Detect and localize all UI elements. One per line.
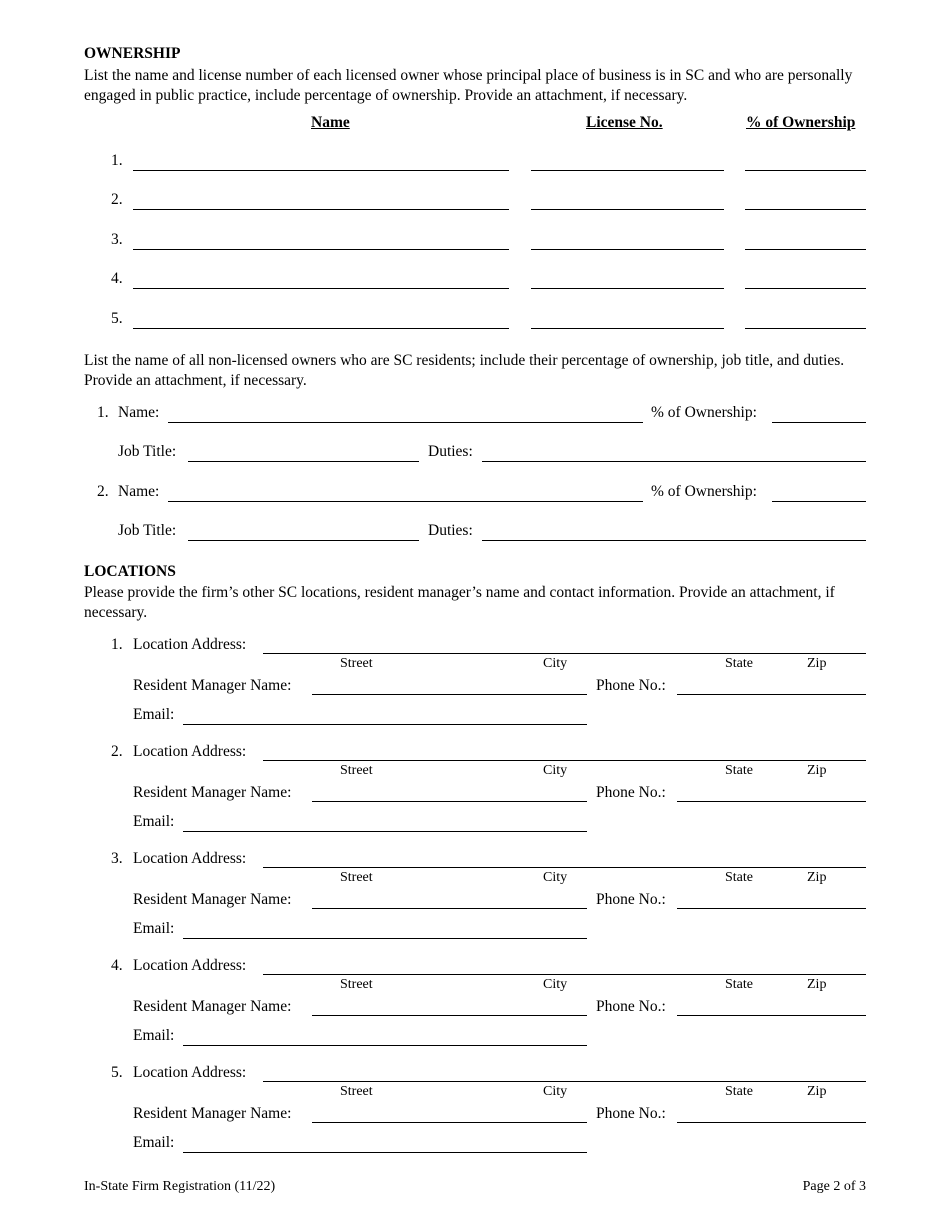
footer-form-id: In-State Firm Registration (11/22) (84, 1179, 276, 1194)
location-number: 5. (111, 1064, 123, 1081)
zip-caption: Zip (807, 977, 827, 992)
percent-label: % of Ownership: (651, 483, 757, 500)
state-caption: State (725, 763, 753, 778)
row-number: 4. (111, 270, 123, 287)
resident-manager-field[interactable] (312, 801, 587, 802)
resident-manager-field[interactable] (312, 694, 587, 695)
phone-label: Phone No.: (596, 891, 666, 908)
location-address-label: Location Address: (133, 1064, 247, 1081)
location-address-field[interactable] (263, 974, 866, 975)
resident-manager-label: Resident Manager Name: (133, 784, 292, 801)
locations-heading: LOCATIONS (84, 563, 176, 580)
zip-caption: Zip (807, 656, 827, 671)
column-header-license: License No. (586, 114, 663, 131)
location-address-field[interactable] (263, 760, 866, 761)
owner-license-field[interactable] (531, 209, 724, 210)
email-field[interactable] (183, 938, 587, 939)
zip-caption: Zip (807, 1084, 827, 1099)
footer-page-number: Page 2 of 3 (802, 1179, 866, 1194)
job-title-label: Job Title: (118, 443, 177, 460)
city-caption: City (543, 870, 568, 885)
ownership-heading: OWNERSHIP (84, 45, 181, 62)
column-header-percent: % of Ownership (746, 114, 856, 131)
email-label: Email: (133, 813, 175, 830)
phone-field[interactable] (677, 694, 866, 695)
zip-caption: Zip (807, 763, 827, 778)
duties-label: Duties: (428, 443, 473, 460)
duties-field[interactable] (482, 540, 866, 541)
nonlicensed-percent-field[interactable] (772, 422, 866, 423)
email-field[interactable] (183, 724, 587, 725)
phone-label: Phone No.: (596, 998, 666, 1015)
owner-license-field[interactable] (531, 170, 724, 171)
state-caption: State (725, 977, 753, 992)
location-number: 1. (111, 636, 123, 653)
email-label: Email: (133, 706, 175, 723)
email-label: Email: (133, 1134, 175, 1151)
owner-name-field[interactable] (133, 328, 509, 329)
phone-label: Phone No.: (596, 1105, 666, 1122)
owner-license-field[interactable] (531, 288, 724, 289)
nonlicensed-name-field[interactable] (168, 501, 643, 502)
city-caption: City (543, 763, 568, 778)
location-number: 2. (111, 743, 123, 760)
location-address-label: Location Address: (133, 957, 247, 974)
location-address-field[interactable] (263, 653, 866, 654)
owner-license-field[interactable] (531, 328, 724, 329)
phone-label: Phone No.: (596, 677, 666, 694)
email-field[interactable] (183, 831, 587, 832)
phone-field[interactable] (677, 908, 866, 909)
location-number: 4. (111, 957, 123, 974)
locations-instructions: Please provide the firm’s other SC locations, resident manager’s name and contact information. Provide an attachment, if necessary. (84, 584, 835, 621)
phone-field[interactable] (677, 801, 866, 802)
state-caption: State (725, 870, 753, 885)
owner-percent-field[interactable] (745, 288, 866, 289)
zip-caption: Zip (807, 870, 827, 885)
location-address-label: Location Address: (133, 636, 247, 653)
email-field[interactable] (183, 1152, 587, 1153)
duties-label: Duties: (428, 522, 473, 539)
phone-field[interactable] (677, 1122, 866, 1123)
nonlicensed-instructions: List the name of all non-licensed owners who are SC residents; include their percentage of ownership, job title, and duties. Provide an attachment, if necessary. (84, 352, 845, 389)
city-caption: City (543, 1084, 568, 1099)
job-title-field[interactable] (188, 540, 419, 541)
nonlicensed-name-field[interactable] (168, 422, 643, 423)
owner-name-field[interactable] (133, 170, 509, 171)
row-number: 2. (111, 191, 123, 208)
city-caption: City (543, 977, 568, 992)
resident-manager-label: Resident Manager Name: (133, 1105, 292, 1122)
owner-name-field[interactable] (133, 288, 509, 289)
street-caption: Street (340, 870, 373, 885)
resident-manager-label: Resident Manager Name: (133, 891, 292, 908)
location-address-label: Location Address: (133, 743, 247, 760)
owner-name-field[interactable] (133, 249, 509, 250)
street-caption: Street (340, 1084, 373, 1099)
location-address-field[interactable] (263, 1081, 866, 1082)
location-number: 3. (111, 850, 123, 867)
phone-label: Phone No.: (596, 784, 666, 801)
city-caption: City (543, 656, 568, 671)
job-title-field[interactable] (188, 461, 419, 462)
location-address-field[interactable] (263, 867, 866, 868)
owner-percent-field[interactable] (745, 209, 866, 210)
resident-manager-field[interactable] (312, 1015, 587, 1016)
entry-number: 2. (97, 483, 109, 500)
owner-license-field[interactable] (531, 249, 724, 250)
ownership-instructions: List the name and license number of each licensed owner whose principal place of business is in SC and who are personally engaged in public practice, include percentage of ownership. Provide an attachment, if necessary. (84, 67, 853, 104)
row-number: 5. (111, 310, 123, 327)
resident-manager-field[interactable] (312, 908, 587, 909)
percent-label: % of Ownership: (651, 404, 757, 421)
nonlicensed-percent-field[interactable] (772, 501, 866, 502)
state-caption: State (725, 1084, 753, 1099)
duties-field[interactable] (482, 461, 866, 462)
column-header-name: Name (311, 114, 350, 131)
resident-manager-label: Resident Manager Name: (133, 998, 292, 1015)
resident-manager-label: Resident Manager Name: (133, 677, 292, 694)
resident-manager-field[interactable] (312, 1122, 587, 1123)
location-address-label: Location Address: (133, 850, 247, 867)
owner-percent-field[interactable] (745, 170, 866, 171)
state-caption: State (725, 656, 753, 671)
owner-name-field[interactable] (133, 209, 509, 210)
owner-percent-field[interactable] (745, 328, 866, 329)
job-title-label: Job Title: (118, 522, 177, 539)
street-caption: Street (340, 977, 373, 992)
entry-number: 1. (97, 404, 109, 421)
owner-percent-field[interactable] (745, 249, 866, 250)
street-caption: Street (340, 763, 373, 778)
row-number: 1. (111, 152, 123, 169)
street-caption: Street (340, 656, 373, 671)
email-label: Email: (133, 1027, 175, 1044)
phone-field[interactable] (677, 1015, 866, 1016)
email-label: Email: (133, 920, 175, 937)
name-label: Name: (118, 483, 160, 500)
email-field[interactable] (183, 1045, 587, 1046)
row-number: 3. (111, 231, 123, 248)
name-label: Name: (118, 404, 160, 421)
